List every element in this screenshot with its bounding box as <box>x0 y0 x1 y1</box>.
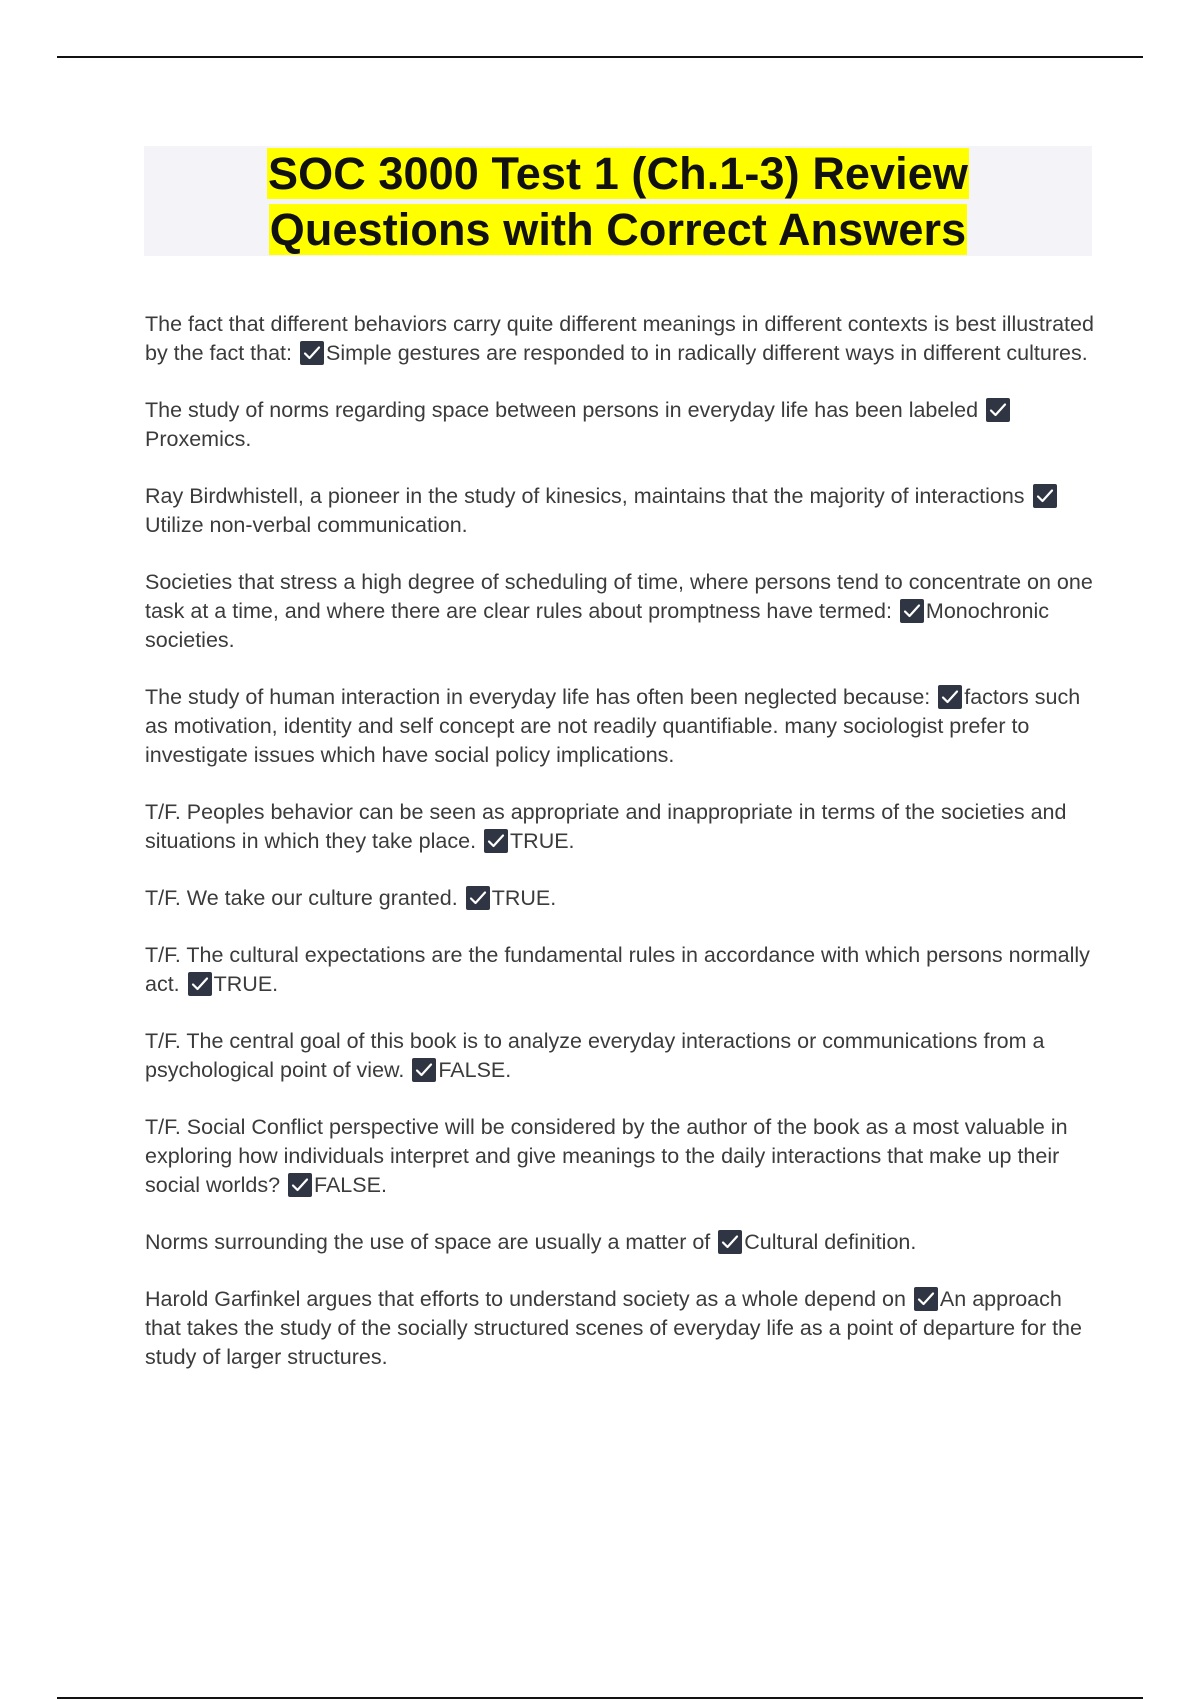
qa-item <box>145 1113 1095 1200</box>
question-text: The fact that different behaviors carry quite different meanings in different contexts is best illustrated by the fact that: <box>145 312 1094 365</box>
checkmark-icon <box>900 599 924 623</box>
answer-text: Monochronic societies. <box>145 599 1049 652</box>
document-title-line-1: SOC 3000 Test 1 (Ch.1-3) Review <box>267 148 969 199</box>
checkmark-icon <box>986 398 1010 422</box>
qa-item <box>145 568 1095 655</box>
title-band <box>144 146 1092 256</box>
question-text: Ray Birdwhistell, a pioneer in the study of kinesics, maintains that the majority of interactions <box>145 484 1025 508</box>
checkmark-icon <box>1033 484 1057 508</box>
answer-text: TRUE. <box>510 829 575 853</box>
qa-item <box>145 482 1095 540</box>
qa-list <box>145 310 1095 1400</box>
title-wrap <box>238 146 998 258</box>
checkmark-icon <box>288 1173 312 1197</box>
qa-item <box>145 798 1095 856</box>
question-text: T/F. The cultural expectations are the fundamental rules in accordance with which persons normally act. <box>145 943 1090 996</box>
question-text: The study of human interaction in everyday life has often been neglected because: <box>145 685 931 709</box>
answer-text: TRUE. <box>491 886 557 910</box>
question-text: T/F. Peoples behavior can be seen as appropriate and inappropriate in terms of the societies and situations in which they take place. <box>145 800 1067 853</box>
qa-item <box>145 1228 1095 1257</box>
question-text: Norms surrounding the use of space are usually a matter of <box>145 1230 711 1254</box>
answer-text: factors such as motivation, identity and self concept are not readily quantifiable. many sociologist prefer to investigate issues which have social policy implications. <box>145 685 1081 767</box>
qa-item <box>145 683 1095 770</box>
qa-item <box>145 1027 1095 1085</box>
answer-text: FALSE. <box>438 1058 512 1082</box>
top-rule <box>57 56 1143 58</box>
qa-item <box>145 1285 1095 1372</box>
qa-item <box>145 941 1095 999</box>
checkmark-icon <box>484 829 508 853</box>
checkmark-icon <box>914 1287 938 1311</box>
checkmark-icon <box>938 685 962 709</box>
qa-item <box>145 310 1095 368</box>
answer-text: An approach that takes the study of the socially structured scenes of everyday life as a point of departure for the study of larger structures. <box>145 1287 1082 1369</box>
question-text: T/F. We take our culture granted. <box>145 886 458 910</box>
document-title-line-2: Questions with Correct Answers <box>269 204 967 255</box>
qa-item <box>145 884 1095 913</box>
question-text: Harold Garfinkel argues that efforts to understand society as a whole depend on <box>145 1287 906 1311</box>
checkmark-icon <box>412 1058 436 1082</box>
qa-item <box>145 396 1095 454</box>
answer-text: FALSE. <box>314 1173 387 1197</box>
checkmark-icon <box>718 1230 742 1254</box>
answer-text: Cultural definition. <box>744 1230 917 1254</box>
answer-text: Proxemics. <box>145 427 252 451</box>
question-text: T/F. The central goal of this book is to analyze everyday interactions or communications from a psychological point of view. <box>145 1029 1045 1082</box>
checkmark-icon <box>466 886 490 910</box>
question-text: The study of norms regarding space between persons in everyday life has been labeled <box>145 398 979 422</box>
checkmark-icon <box>188 972 212 996</box>
question-text: T/F. Social Conflict perspective will be considered by the author of the book as a most valuable in exploring how individuals interpret and give meanings to the daily interactions that make up their social worlds? <box>145 1115 1068 1197</box>
bottom-rule <box>57 1697 1143 1699</box>
question-text: Societies that stress a high degree of scheduling of time, where persons tend to concentrate on one task at a time, and where there are clear rules about promptness have termed: <box>145 570 1093 623</box>
answer-text: Simple gestures are responded to in radically different ways in different cultures. <box>326 341 1088 365</box>
answer-text: TRUE. <box>213 972 279 996</box>
checkmark-icon <box>300 341 324 365</box>
answer-text: Utilize non-verbal communication. <box>145 513 468 537</box>
